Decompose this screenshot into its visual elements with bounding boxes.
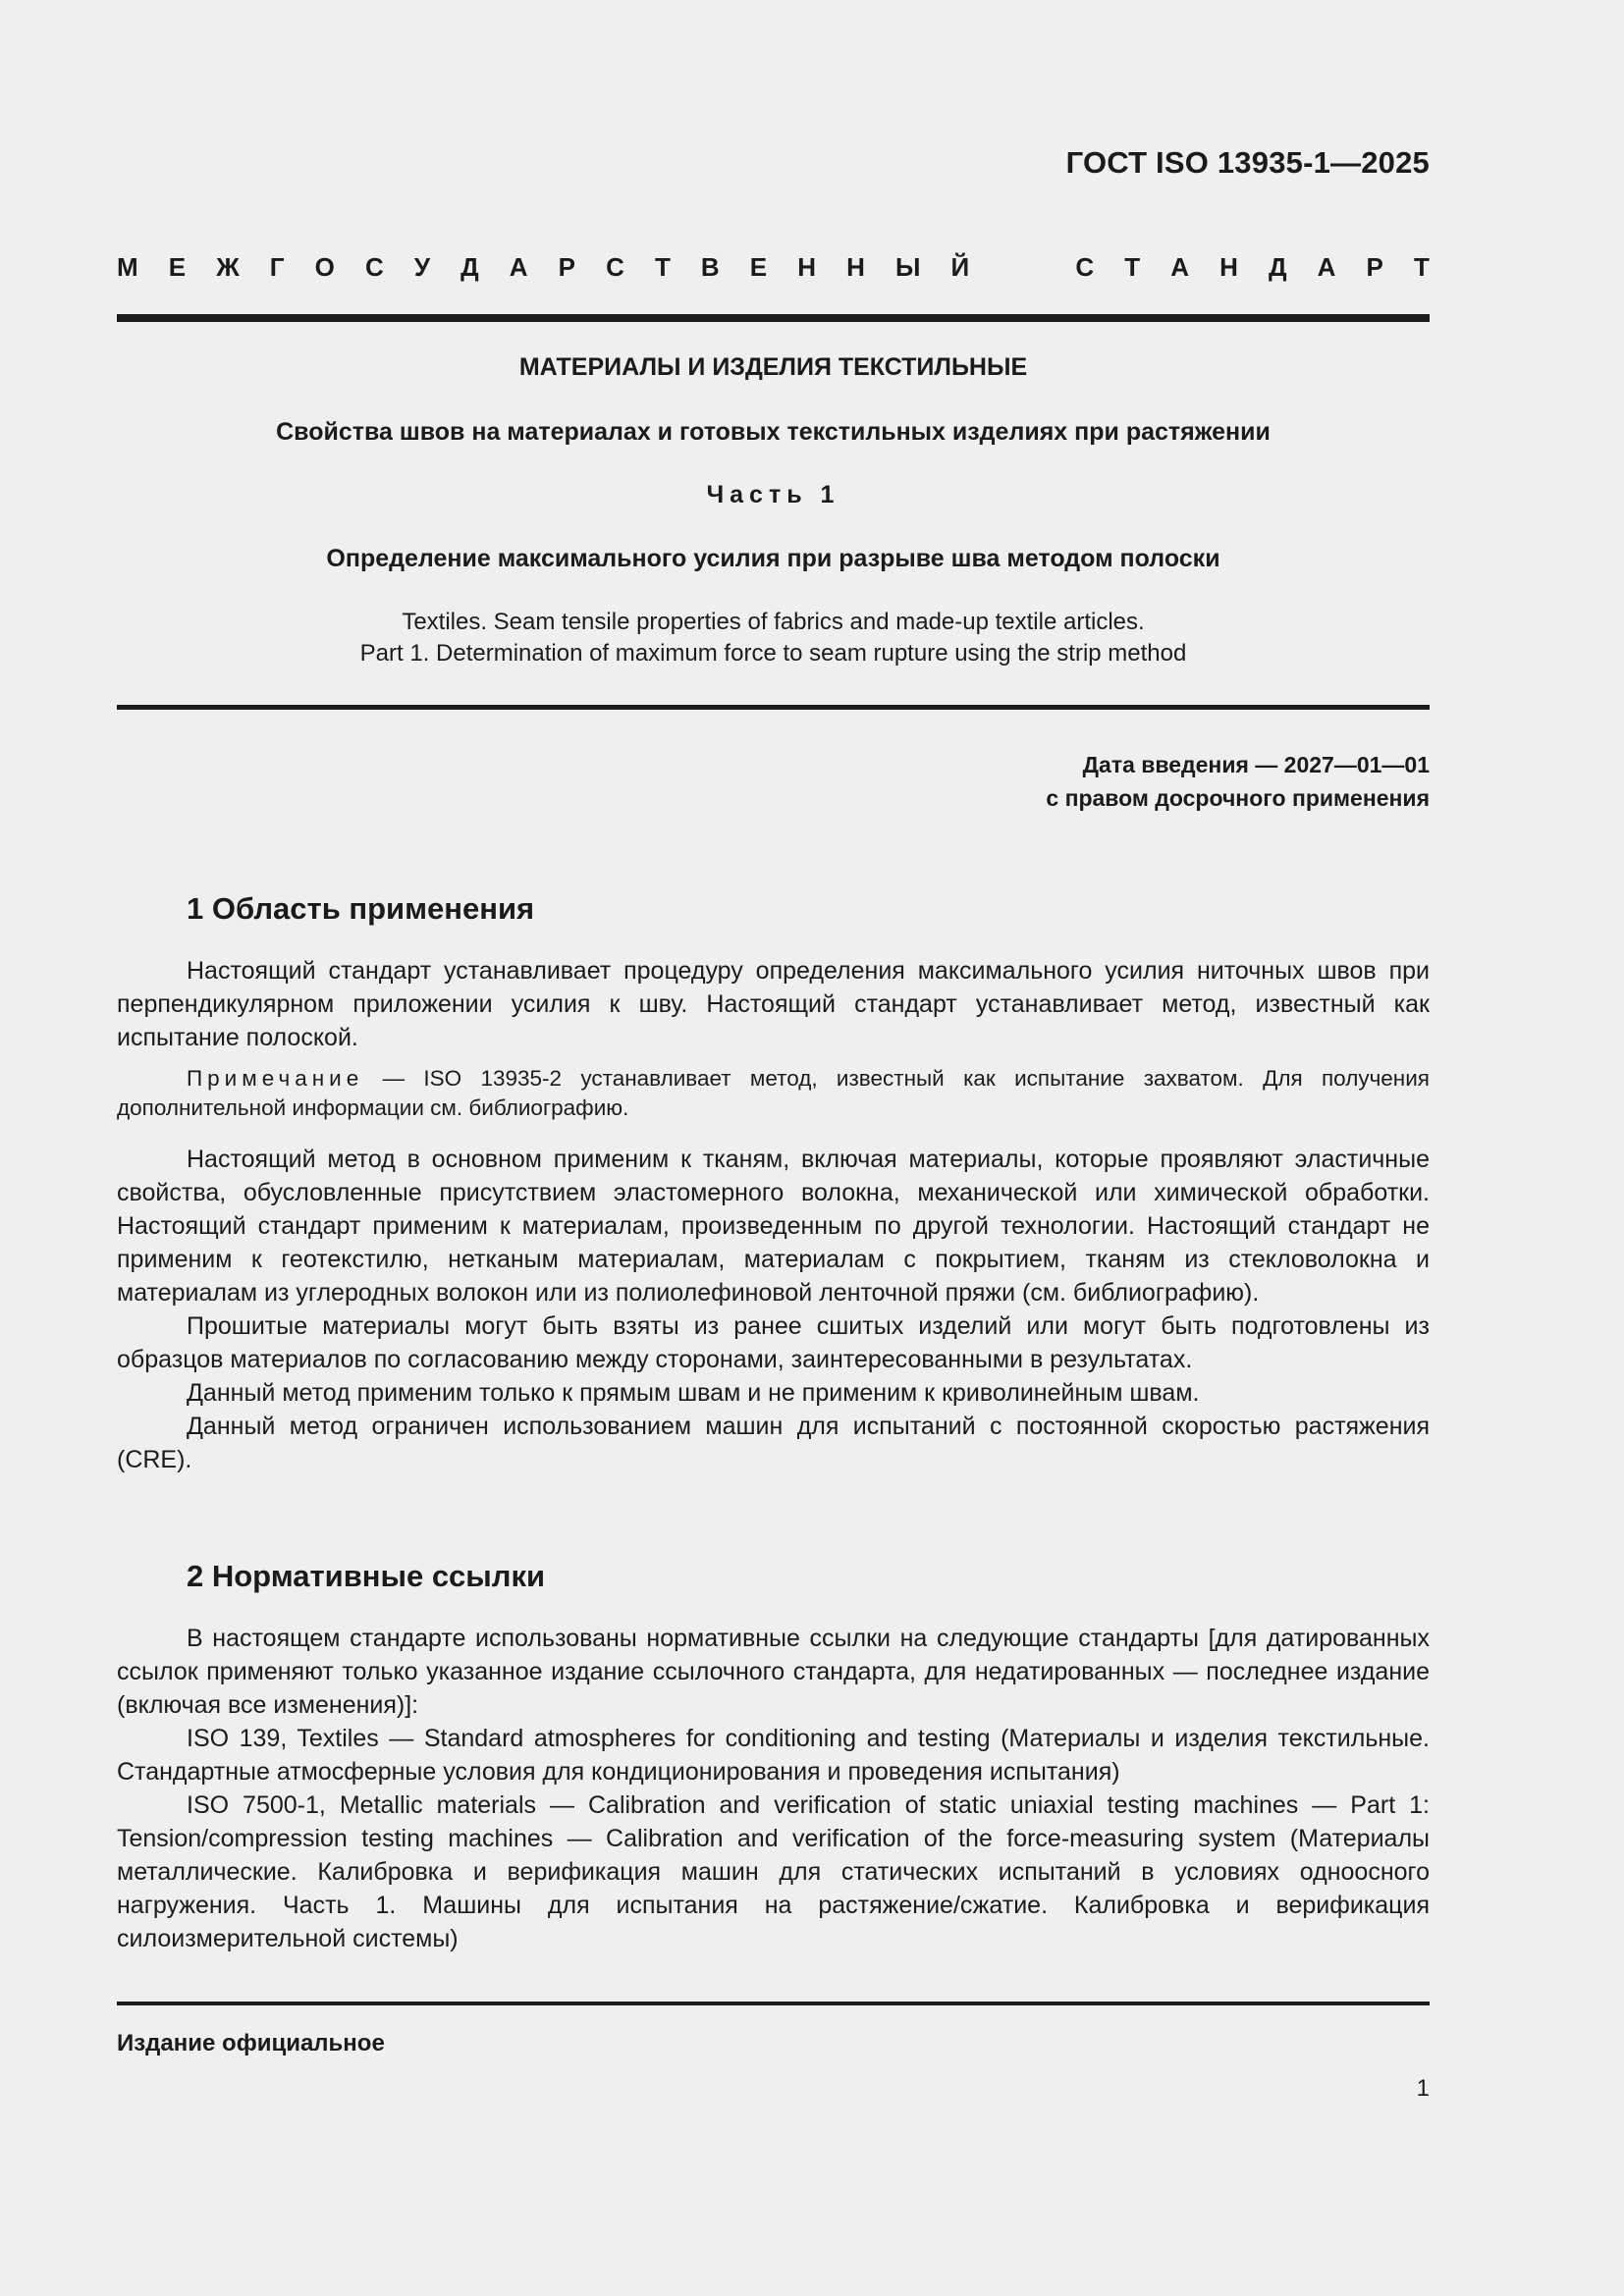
section-1-paragraph-1: Настоящий стандарт устанавливает процедуру определения максимального усилия ниточных швов при перпендикулярном приложении усилия к шву. Настоящий стандарт устанавливает метод, известный как испытание полоской. bbox=[117, 957, 1430, 1051]
document-code: ГОСТ ISO 13935-1—2025 bbox=[1065, 145, 1430, 180]
section-1-paragraph-3: Прошитые материалы могут быть взяты из ранее сшитых изделий или могут быть подготовлены из образцов материалов по согласованию между сторонами, заинтересованными в результатах. bbox=[117, 1312, 1430, 1373]
section-1-note bbox=[117, 1064, 1430, 1123]
standard-type-word1-letter: О bbox=[314, 252, 335, 282]
note-paragraph bbox=[117, 1064, 1430, 1123]
early-application-line: с правом досрочного применения bbox=[1046, 785, 1430, 811]
section-2-reference-iso-139: ISO 139, Textiles — Standard atmospheres for conditioning and testing (Материалы и изделия текстильные. Стандартные атмосферные условия для кондиционирования и проведения испытания) bbox=[117, 1725, 1430, 1786]
section-1-body bbox=[117, 1143, 1430, 1476]
standard-type-word1-letter: С bbox=[364, 252, 384, 282]
standard-type-word1-letter: Е bbox=[749, 252, 768, 282]
standard-type-word2-letter: С bbox=[1075, 252, 1095, 282]
section-1-heading: 1 Область применения bbox=[187, 891, 535, 926]
word-gap bbox=[1000, 252, 1045, 282]
standard-type-word2-letter: А bbox=[1317, 252, 1336, 282]
standard-type-word1-letter: Н bbox=[797, 252, 817, 282]
section-1-paragraph-5: Данный метод ограничен использованием машин для испытаний с постоянной скоростью растяжения (CRE). bbox=[117, 1413, 1430, 1473]
title-divider bbox=[117, 705, 1430, 710]
standard-type-word1-letter: Й bbox=[950, 252, 970, 282]
title-english bbox=[117, 607, 1430, 669]
standard-type-word1-letter: Т bbox=[654, 252, 671, 282]
standard-type-word1-letter: Р bbox=[558, 252, 575, 282]
title-part: Часть 1 bbox=[706, 481, 840, 508]
footer-divider bbox=[117, 2002, 1430, 2005]
standard-type-word2-letter: Р bbox=[1366, 252, 1383, 282]
standard-type-word1-letter: Г bbox=[269, 252, 285, 282]
page-number: 1 bbox=[1416, 2075, 1430, 2102]
standard-type-word1-letter: С bbox=[606, 252, 624, 282]
standard-type-word2-letter: Д bbox=[1269, 252, 1287, 282]
section-1-paragraph-4: Данный метод применим только к прямым швам и не применим к криволинейным швам. bbox=[187, 1379, 1200, 1407]
title-subtitle: Свойства швов на материалах и готовых текстильных изделиях при растяжении bbox=[276, 418, 1271, 446]
standard-type-word2-letter: Т bbox=[1413, 252, 1430, 282]
top-divider bbox=[117, 314, 1430, 322]
title-main: МАТЕРИАЛЫ И ИЗДЕЛИЯ ТЕКСТИЛЬНЫЕ bbox=[518, 353, 1028, 381]
standard-type-word1-letter: Ж bbox=[216, 252, 240, 282]
section-2-paragraph-1: В настоящем стандарте использованы нормативные ссылки на следующие стандарты [для датированных ссылок применяют только указанное издание ссылочного стандарта, для недатированных — последнее издание (включая все изменения)]: bbox=[117, 1625, 1430, 1719]
standard-type-word1-letter: Ы bbox=[894, 252, 921, 282]
section-1-paragraph-2: Настоящий метод в основном применим к тканям, включая материалы, которые проявляют эластичные свойства, обусловленные присутствием эластомерного волокна, механической или химической обработки. Настоящий стандарт применим к материалам, произведенным по другой технологии. Настоящий стандарт не применим к геотекстилю, нетканым материалам, материалам с покрытием, тканям из стекловолокна и материалам из углеродных волокон или из полиолефиновой ленточной пряжи (см. библиографию). bbox=[117, 1146, 1430, 1307]
note-text: — ISO 13935-2 устанавливает метод, известный как испытание захватом. Для получения дополнительной информации см. библиографию. bbox=[117, 1066, 1430, 1120]
introduction-date bbox=[1046, 748, 1430, 815]
standard-type-word2-letter: А bbox=[1170, 252, 1190, 282]
title-part-name: Определение максимального усилия при разрыве шва методом полоски bbox=[326, 545, 1220, 572]
note-label: Примечание bbox=[187, 1066, 364, 1091]
section-2-heading: 2 Нормативные ссылки bbox=[187, 1559, 546, 1593]
introduction-date-line: Дата введения — 2027—01—01 bbox=[1082, 752, 1430, 777]
standard-type-heading bbox=[117, 252, 1430, 282]
standard-type-word1-letter: У bbox=[413, 252, 431, 282]
title-english-line-1: Textiles. Seam tensile properties of fabrics and made-up textile articles. bbox=[402, 609, 1145, 635]
standard-type-word1-letter: В bbox=[700, 252, 720, 282]
standard-type-word2-letter: Т bbox=[1124, 252, 1141, 282]
section-2-reference-iso-7500-1: ISO 7500-1, Metallic materials — Calibration and verification of static uniaxial testing machines — Part 1: Tension/compression testing machines — Calibration and verification of the force-measuring system (Материалы металлические. Калибровка и верификация машин для статических испытаний в условиях одноосного нагружения. Часть 1. Машины для испытания на растяжение/сжатие. Калибровка и верификация силоизмерительной системы) bbox=[117, 1791, 1430, 1952]
section-1-paragraph-1-block bbox=[117, 954, 1430, 1054]
title-english-line-2: Part 1. Determination of maximum force to seam rupture using the strip method bbox=[359, 640, 1187, 667]
official-edition-label: Издание официальное bbox=[117, 2030, 385, 2056]
standard-type-word1-letter: А bbox=[509, 252, 528, 282]
standard-type-word1-letter: Е bbox=[168, 252, 187, 282]
standard-type-word1-letter: Н bbox=[846, 252, 865, 282]
standard-type-word2-letter: Н bbox=[1219, 252, 1238, 282]
standard-type-word1-letter: Д bbox=[460, 252, 479, 282]
standard-type-word1-letter: М bbox=[117, 252, 138, 282]
section-2-body bbox=[117, 1622, 1430, 1955]
